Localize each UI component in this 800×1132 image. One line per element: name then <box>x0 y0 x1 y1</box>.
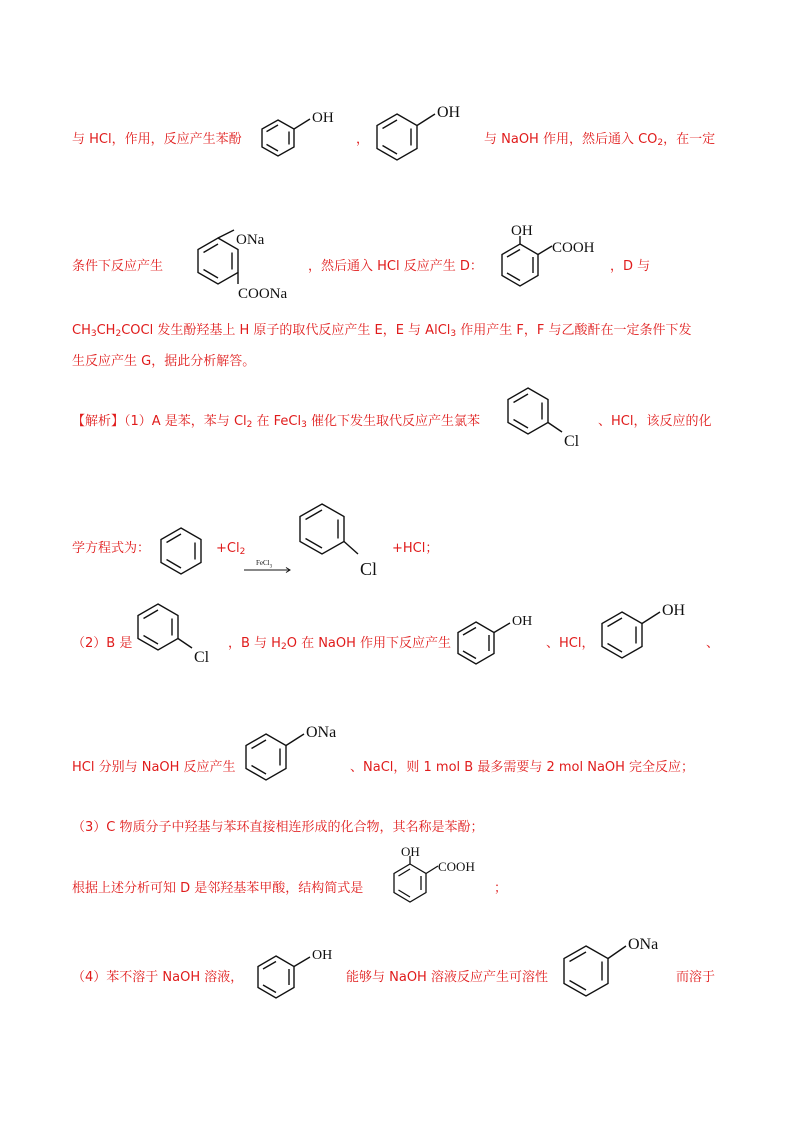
sodium-phenoxide-structure <box>244 722 344 784</box>
phenol-structure <box>375 102 475 164</box>
p1-text-c: 与 NaOH 作用，然后通入 $CO_2$，在一定 <box>484 132 716 148</box>
catalyst-label: FeCl$_3$ <box>256 559 273 570</box>
chlorobenzene-structure <box>506 388 596 458</box>
p7-text-b: 、NaCl，则 1 mol B 最多需要与 2 mol NaOH 完全反应； <box>350 760 695 775</box>
p5-text-b: $+Cl_2$ <box>216 541 246 557</box>
p3-text-b: 生反应产生 G，据此分析解答。 <box>72 354 256 369</box>
analysis-heading: 【解析】 <box>72 414 125 429</box>
phenol-structure <box>456 610 546 668</box>
p6-text-c: 、HCl， <box>546 636 595 651</box>
sodium-phenoxide-carboxylate-structure <box>176 226 306 306</box>
oh-label: OH <box>312 110 334 126</box>
p8-text-a: （3）C 物质分子中羟基与苯环直接相连形成的化合物，其名称是苯酚； <box>72 820 484 835</box>
oh-label: OH <box>662 602 686 619</box>
p9-text-a: 根据上述分析可知 D 是邻羟基苯甲酸，结构简式是 <box>72 881 364 896</box>
p6-text-d: 、 <box>706 636 720 651</box>
oh-label: OH <box>401 844 420 859</box>
p2-text-b: ，然后通入 HCl 反应产生 D： <box>308 259 483 274</box>
p10-text-b: 能够与 NaOH 溶液反应产生可溶性 <box>346 970 548 985</box>
oh-label: OH <box>511 223 533 239</box>
p10-text-c: 而溶于 <box>676 970 716 985</box>
salicylic-acid-structure <box>386 844 496 916</box>
ona-label: ONa <box>236 232 265 248</box>
benzene-structure <box>156 526 208 578</box>
p5-text-c: +HCl； <box>392 541 439 556</box>
chlorobenzene-structure <box>298 504 388 580</box>
ona-label: ONa <box>628 936 659 953</box>
oh-label: OH <box>437 104 461 121</box>
p2-text-a: 条件下反应产生 <box>72 259 164 274</box>
cooh-label: COOH <box>438 859 475 874</box>
phenol-structure <box>260 108 350 166</box>
p1-text-b: ， <box>356 132 370 147</box>
p7-text-a: HCl 分别与 NaOH 反应产生 <box>72 760 236 775</box>
phenol-structure <box>600 600 700 662</box>
cl-label: Cl <box>194 649 210 666</box>
salicylic-acid-structure <box>494 222 604 302</box>
reaction-arrow <box>244 566 294 574</box>
oh-label: OH <box>312 948 333 963</box>
p10-text-a: （4）苯不溶于 NaOH 溶液， <box>72 970 244 985</box>
ona-label: ONa <box>306 724 337 741</box>
sodium-phenoxide-structure <box>562 934 672 998</box>
p9-text-b: ； <box>494 881 508 896</box>
phenol-structure <box>256 944 346 1002</box>
cooh-label: COOH <box>552 240 595 256</box>
p6-text-a: （2）B 是 <box>72 636 133 651</box>
p5-text-a: 学方程式为： <box>72 541 151 556</box>
cl-label: Cl <box>564 433 580 450</box>
p4-text-a: 【解析】（1）A 是苯，苯与 $Cl_2$ 在 FeCl$_3$ 催化下发生取代反应产生氯苯 <box>72 414 480 430</box>
cl-label: Cl <box>360 559 378 579</box>
p6-text-b: ，B 与 $H_2O$ 在 NaOH 作用下反应产生 <box>228 636 452 652</box>
p3-text-a: $CH_3CH_2COCl$ 发生酚羟基上 H 原子的取代反应产生 E，E 与 AlCl$_3$ 作用产生 F，F 与乙酸酐在一定条件下发 <box>72 323 692 339</box>
coona-label: COONa <box>238 286 288 302</box>
chlorobenzene-structure <box>136 604 226 674</box>
p4-text-b: 、HCl，该反应的化 <box>598 414 712 429</box>
oh-label: OH <box>512 614 533 629</box>
p2-text-c: ，D 与 <box>610 259 651 274</box>
p1-text-a: 与 HCl，作用，反应产生苯酚 <box>72 132 242 147</box>
